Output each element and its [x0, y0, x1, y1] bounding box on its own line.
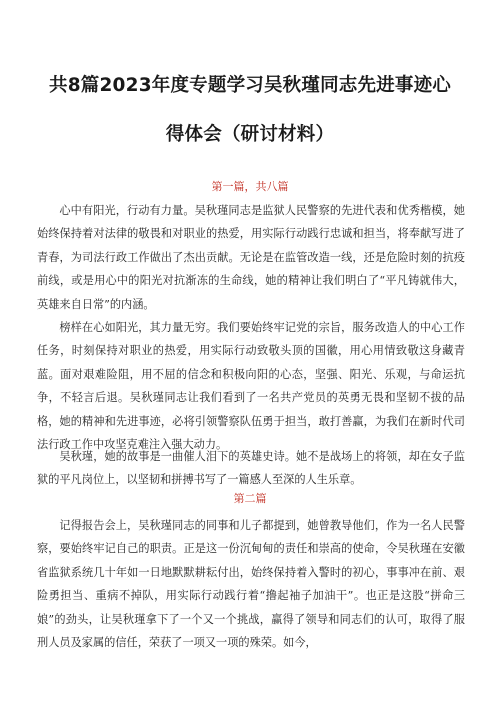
paragraph-2: 榜样在心如阳光，其力量无穷。我们要始终牢记党的宗旨，服务改造人的中心工作任务，时刻保持对职业的热爱，用实际行动致敬头顶的国徽，用心用情致敬这身藏青蓝。面对艰难险阻，用不屈的信念和积极向阳的心态，坚强、阳光、乐观，与命运抗争，不轻言后退。吴秋瑾同志让我们看到了一名共产党员的英勇无畏和坚韧不拔的品格，她的精神和先进事迹，必将引领警察队伍勇于担当，敢打善赢，为我们在新时代司法行政工作中攻坚克难注入强大动力。 [37, 321, 465, 452]
document-title-line-2: 得体会（研讨材料） [165, 124, 335, 145]
paragraph-1: 心中有阳光，行动有力量。吴秋瑾同志是监狱人民警察的先进代表和优秀楷模，她始终保持着对法律的敬畏和对职业的热爱，用实际行动践行忠诚和担当，将奉献写进了青春，为司法行政工作做出了杰出贡献。无论是在监管改造一线，还是危险时刻的抗疫前线，或是用心中的阳光对抗渐冻的生命线，她的精神让我们明白了“平凡铸就伟大，英雄来自日常”的内涵。 [37, 204, 465, 311]
paragraph-4: 记得报告会上，吴秋瑾同志的同事和儿子都提到，她曾教导他们，作为一名人民警察，要始终牢记自己的职责。正是这一份沉甸甸的责任和崇高的使命，令吴秋瑾在安徽省监狱系统几十年如一日地默默耕耘付出，始终保持着入警时的初心，事事冲在前、艰险勇担当、重病不掉队，用实际行动践行着“撸起袖子加油干”。也正是这股“拼命三娘”的劲头，让吴秋瑾拿下了一个又一个挑战，赢得了领导和同志们的认可，取得了服刑人员及家属的信任，荣获了一项又一项的殊荣。如今， [37, 519, 465, 650]
section-2-heading: 第二篇 [233, 492, 267, 505]
paragraph-3: 吴秋瑾，她的故事是一曲催人泪下的英雄史诗。她不是战场上的将领，却在女子监狱的平凡岗位上，以坚韧和拼搏书写了一篇感人至深的人生乐章。 [37, 450, 465, 487]
document-title-line-1: 共8篇2023年度专题学习吴秋瑾同志先进事迹心 [49, 75, 451, 96]
section-1-heading: 第一篇，共八篇 [211, 180, 289, 193]
